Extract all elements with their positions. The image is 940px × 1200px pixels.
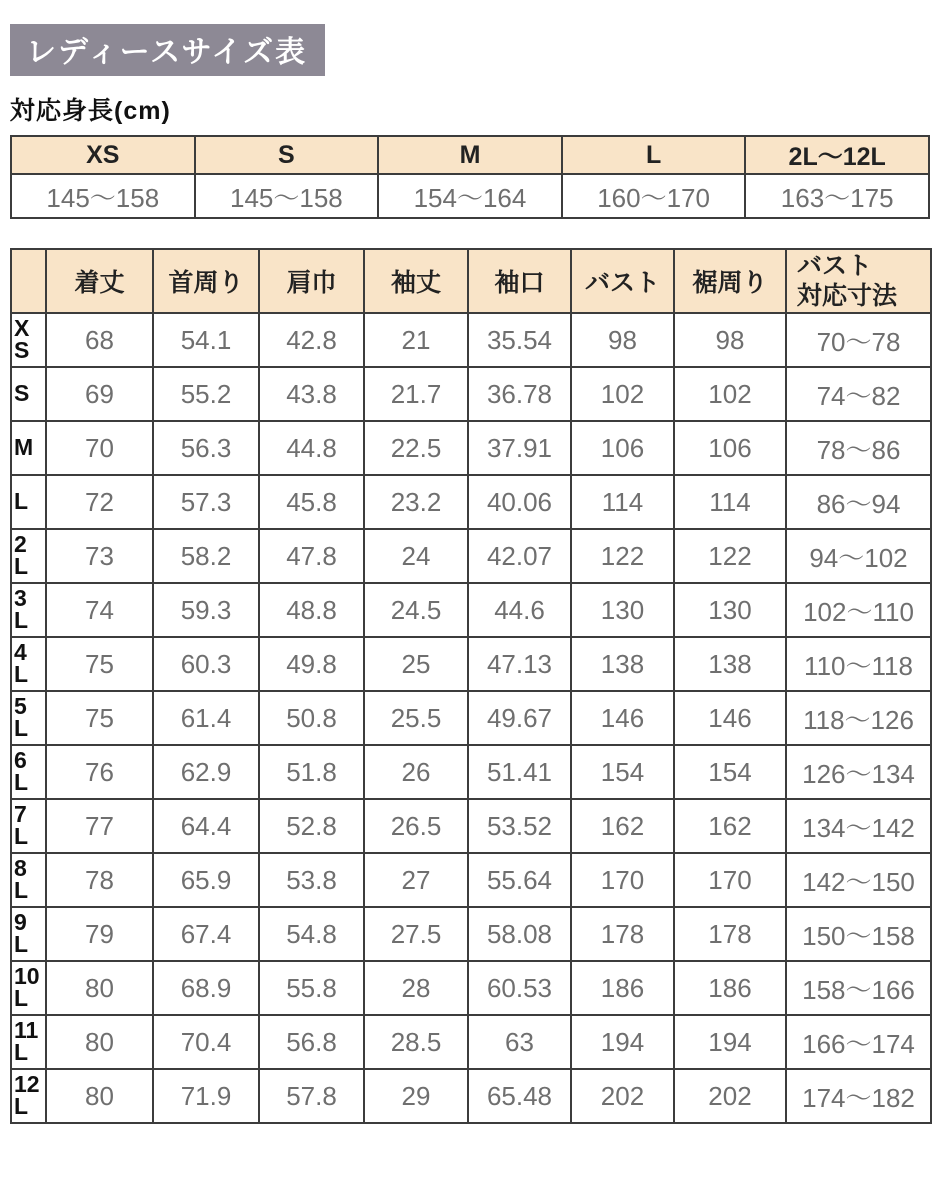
size-row-label: S [11,367,46,421]
size-value-cell: 51.8 [259,745,364,799]
size-value-cell: 138 [571,637,674,691]
size-value-cell: 79 [46,907,153,961]
size-value-cell: 106 [674,421,786,475]
size-value-cell: 78〜86 [786,421,931,475]
size-value-cell: 170 [571,853,674,907]
size-value-cell: 186 [674,961,786,1015]
size-value-cell: 150〜158 [786,907,931,961]
size-row-label: 12 L [11,1069,46,1123]
size-value-cell: 56.3 [153,421,259,475]
size-value-cell: 114 [571,475,674,529]
size-value-cell: 170 [674,853,786,907]
size-value-cell: 94〜102 [786,529,931,583]
size-value-cell: 53.52 [468,799,571,853]
size-row-4L [11,637,931,691]
size-value-cell: 54.1 [153,313,259,367]
height-table-caption: 対応身長(cm) [10,97,171,125]
size-value-cell: 80 [46,1015,153,1069]
size-value-cell: 75 [46,637,153,691]
size-value-cell: 154 [674,745,786,799]
size-row-label: 5 L [11,691,46,745]
size-value-cell: 80 [46,1069,153,1123]
size-row-L [11,475,931,529]
size-value-cell: 24.5 [364,583,468,637]
size-row-5L [11,691,931,745]
size-value-cell: 68 [46,313,153,367]
height-range-cell: 145〜158 [195,174,379,218]
size-value-cell: 102〜110 [786,583,931,637]
size-value-cell: 74〜82 [786,367,931,421]
size-value-cell: 65.48 [468,1069,571,1123]
size-value-cell: 70.4 [153,1015,259,1069]
size-value-cell: 49.8 [259,637,364,691]
size-table-body [11,313,931,1123]
size-value-cell: 55.8 [259,961,364,1015]
size-value-cell: 42.8 [259,313,364,367]
size-value-cell: 22.5 [364,421,468,475]
size-col-header-bust-range: バスト 対応寸法 [786,249,931,313]
size-row-S [11,367,931,421]
size-value-cell: 126〜134 [786,745,931,799]
size-value-cell: 47.8 [259,529,364,583]
size-row-label: M [11,421,46,475]
height-col-header: S [195,136,379,174]
height-range-cell: 163〜175 [745,174,929,218]
size-value-cell: 54.8 [259,907,364,961]
size-value-cell: 25.5 [364,691,468,745]
size-value-cell: 162 [571,799,674,853]
size-col-header: 着丈 [46,249,153,313]
size-row-XS [11,313,931,367]
size-row-2L [11,529,931,583]
size-value-cell: 47.13 [468,637,571,691]
size-value-cell: 70〜78 [786,313,931,367]
size-value-cell: 26.5 [364,799,468,853]
size-value-cell: 194 [674,1015,786,1069]
size-value-cell: 37.91 [468,421,571,475]
size-value-cell: 61.4 [153,691,259,745]
height-col-header: L [562,136,746,174]
size-value-cell: 70 [46,421,153,475]
size-value-cell: 138 [674,637,786,691]
size-value-cell: 72 [46,475,153,529]
size-value-cell: 142〜150 [786,853,931,907]
size-value-cell: 23.2 [364,475,468,529]
size-value-cell: 110〜118 [786,637,931,691]
size-value-cell: 51.41 [468,745,571,799]
size-value-cell: 146 [571,691,674,745]
size-value-cell: 26 [364,745,468,799]
size-value-cell: 58.2 [153,529,259,583]
size-value-cell: 64.4 [153,799,259,853]
height-table-header-row [11,136,929,174]
size-value-cell: 102 [674,367,786,421]
size-value-cell: 154 [571,745,674,799]
size-value-cell: 102 [571,367,674,421]
size-value-cell: 35.54 [468,313,571,367]
size-value-cell: 146 [674,691,786,745]
size-row-10L [11,961,931,1015]
size-row-12L [11,1069,931,1123]
size-value-cell: 60.53 [468,961,571,1015]
page-title: レディースサイズ表 [10,24,325,76]
size-value-cell: 67.4 [153,907,259,961]
size-value-cell: 57.8 [259,1069,364,1123]
size-value-cell: 53.8 [259,853,364,907]
size-row-8L [11,853,931,907]
size-value-cell: 71.9 [153,1069,259,1123]
size-value-cell: 21 [364,313,468,367]
size-value-cell: 73 [46,529,153,583]
size-value-cell: 202 [571,1069,674,1123]
size-value-cell: 21.7 [364,367,468,421]
size-value-cell: 49.67 [468,691,571,745]
size-value-cell: 162 [674,799,786,853]
size-value-cell: 43.8 [259,367,364,421]
size-row-label: 3 L [11,583,46,637]
size-table-corner-cell [11,249,46,313]
size-value-cell: 25 [364,637,468,691]
height-range-cell: 145〜158 [11,174,195,218]
size-value-cell: 178 [571,907,674,961]
size-row-11L [11,1015,931,1069]
size-row-M [11,421,931,475]
size-value-cell: 74 [46,583,153,637]
size-value-cell: 29 [364,1069,468,1123]
size-row-6L [11,745,931,799]
size-value-cell: 60.3 [153,637,259,691]
height-col-header: XS [11,136,195,174]
size-row-label: 11 L [11,1015,46,1069]
size-value-cell: 158〜166 [786,961,931,1015]
size-value-cell: 44.8 [259,421,364,475]
size-value-cell: 57.3 [153,475,259,529]
size-value-cell: 68.9 [153,961,259,1015]
size-value-cell: 118〜126 [786,691,931,745]
size-col-header: バスト [571,249,674,313]
size-row-9L [11,907,931,961]
size-row-label: 4 L [11,637,46,691]
height-col-header: 2L〜12L [745,136,929,174]
size-value-cell: 122 [674,529,786,583]
size-value-cell: 63 [468,1015,571,1069]
size-value-cell: 130 [571,583,674,637]
height-table [10,135,930,219]
size-table-header-row [11,249,931,313]
size-value-cell: 44.6 [468,583,571,637]
size-value-cell: 45.8 [259,475,364,529]
size-value-cell: 55.2 [153,367,259,421]
size-value-cell: 78 [46,853,153,907]
size-row-label: 10 L [11,961,46,1015]
size-value-cell: 77 [46,799,153,853]
size-value-cell: 106 [571,421,674,475]
size-value-cell: 186 [571,961,674,1015]
size-value-cell: 166〜174 [786,1015,931,1069]
height-table-value-row [11,174,929,218]
size-value-cell: 75 [46,691,153,745]
size-value-cell: 58.08 [468,907,571,961]
size-value-cell: 59.3 [153,583,259,637]
size-row-label: 9 L [11,907,46,961]
size-value-cell: 202 [674,1069,786,1123]
size-value-cell: 24 [364,529,468,583]
height-range-cell: 160〜170 [562,174,746,218]
height-range-cell: 154〜164 [378,174,562,218]
size-row-7L [11,799,931,853]
height-col-header: M [378,136,562,174]
size-col-header: 袖丈 [364,249,468,313]
size-value-cell: 28.5 [364,1015,468,1069]
size-row-label: 6 L [11,745,46,799]
size-col-header: 首周り [153,249,259,313]
size-row-label: 8 L [11,853,46,907]
size-value-cell: 48.8 [259,583,364,637]
size-row-label: 7 L [11,799,46,853]
size-value-cell: 56.8 [259,1015,364,1069]
size-value-cell: 28 [364,961,468,1015]
size-value-cell: 178 [674,907,786,961]
size-row-3L [11,583,931,637]
size-value-cell: 86〜94 [786,475,931,529]
size-col-header: 袖口 [468,249,571,313]
size-value-cell: 42.07 [468,529,571,583]
size-col-header: 肩巾 [259,249,364,313]
size-value-cell: 50.8 [259,691,364,745]
size-value-cell: 76 [46,745,153,799]
size-value-cell: 98 [674,313,786,367]
size-value-cell: 122 [571,529,674,583]
size-value-cell: 130 [674,583,786,637]
size-row-label: L [11,475,46,529]
size-value-cell: 36.78 [468,367,571,421]
size-value-cell: 27.5 [364,907,468,961]
size-value-cell: 65.9 [153,853,259,907]
size-value-cell: 134〜142 [786,799,931,853]
size-value-cell: 174〜182 [786,1069,931,1123]
size-value-cell: 194 [571,1015,674,1069]
size-value-cell: 80 [46,961,153,1015]
size-value-cell: 52.8 [259,799,364,853]
size-row-label: 2 L [11,529,46,583]
size-value-cell: 27 [364,853,468,907]
size-value-cell: 62.9 [153,745,259,799]
size-value-cell: 55.64 [468,853,571,907]
size-table [10,248,932,1124]
size-value-cell: 114 [674,475,786,529]
size-value-cell: 40.06 [468,475,571,529]
size-value-cell: 69 [46,367,153,421]
size-value-cell: 98 [571,313,674,367]
size-col-header: 裾周り [674,249,786,313]
size-row-label: X S [11,313,46,367]
